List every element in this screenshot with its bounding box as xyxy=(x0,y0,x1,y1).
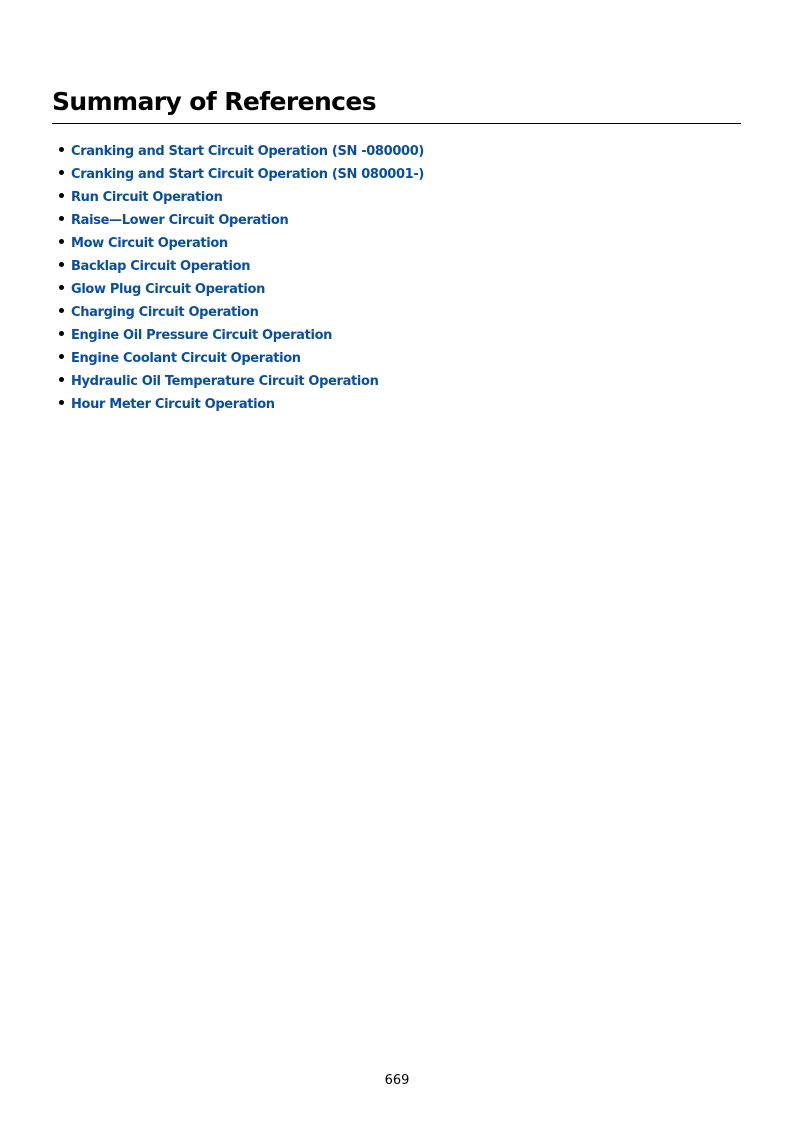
bullet-icon xyxy=(59,377,64,382)
reference-link[interactable]: Hydraulic Oil Temperature Circuit Operation xyxy=(71,374,379,389)
bullet-icon xyxy=(59,216,64,221)
list-item xyxy=(52,184,424,207)
list-item xyxy=(52,161,424,184)
reference-link[interactable]: Engine Coolant Circuit Operation xyxy=(71,351,301,366)
page-title: Summary of References xyxy=(52,87,377,116)
bullet-icon xyxy=(59,354,64,359)
title-divider xyxy=(52,123,741,124)
bullet-icon xyxy=(59,331,64,336)
list-item xyxy=(52,207,424,230)
list-item xyxy=(52,368,424,391)
bullet-icon xyxy=(59,239,64,244)
bullet-icon xyxy=(59,400,64,405)
reference-link[interactable]: Hour Meter Circuit Operation xyxy=(71,397,275,412)
reference-link[interactable]: Run Circuit Operation xyxy=(71,190,223,205)
bullet-icon xyxy=(59,285,64,290)
reference-link[interactable]: Raise—Lower Circuit Operation xyxy=(71,213,289,228)
list-item xyxy=(52,299,424,322)
bullet-icon xyxy=(59,308,64,313)
bullet-icon xyxy=(59,193,64,198)
reference-link[interactable]: Cranking and Start Circuit Operation (SN 080001-) xyxy=(71,167,425,182)
reference-link[interactable]: Glow Plug Circuit Operation xyxy=(71,282,265,297)
list-item xyxy=(52,391,424,414)
reference-link[interactable]: Cranking and Start Circuit Operation (SN -080000) xyxy=(71,144,425,159)
list-item xyxy=(52,276,424,299)
bullet-icon xyxy=(59,262,64,267)
list-item xyxy=(52,345,424,368)
list-item xyxy=(52,322,424,345)
list-item xyxy=(52,230,424,253)
page-number: 669 xyxy=(384,1073,410,1088)
references-list xyxy=(52,138,424,414)
list-item xyxy=(52,138,424,161)
reference-link[interactable]: Engine Oil Pressure Circuit Operation xyxy=(71,328,333,343)
reference-link[interactable]: Mow Circuit Operation xyxy=(71,236,228,251)
bullet-icon xyxy=(59,147,64,152)
reference-link[interactable]: Charging Circuit Operation xyxy=(71,305,259,320)
reference-link[interactable]: Backlap Circuit Operation xyxy=(71,259,251,274)
bullet-icon xyxy=(59,170,64,175)
list-item xyxy=(52,253,424,276)
